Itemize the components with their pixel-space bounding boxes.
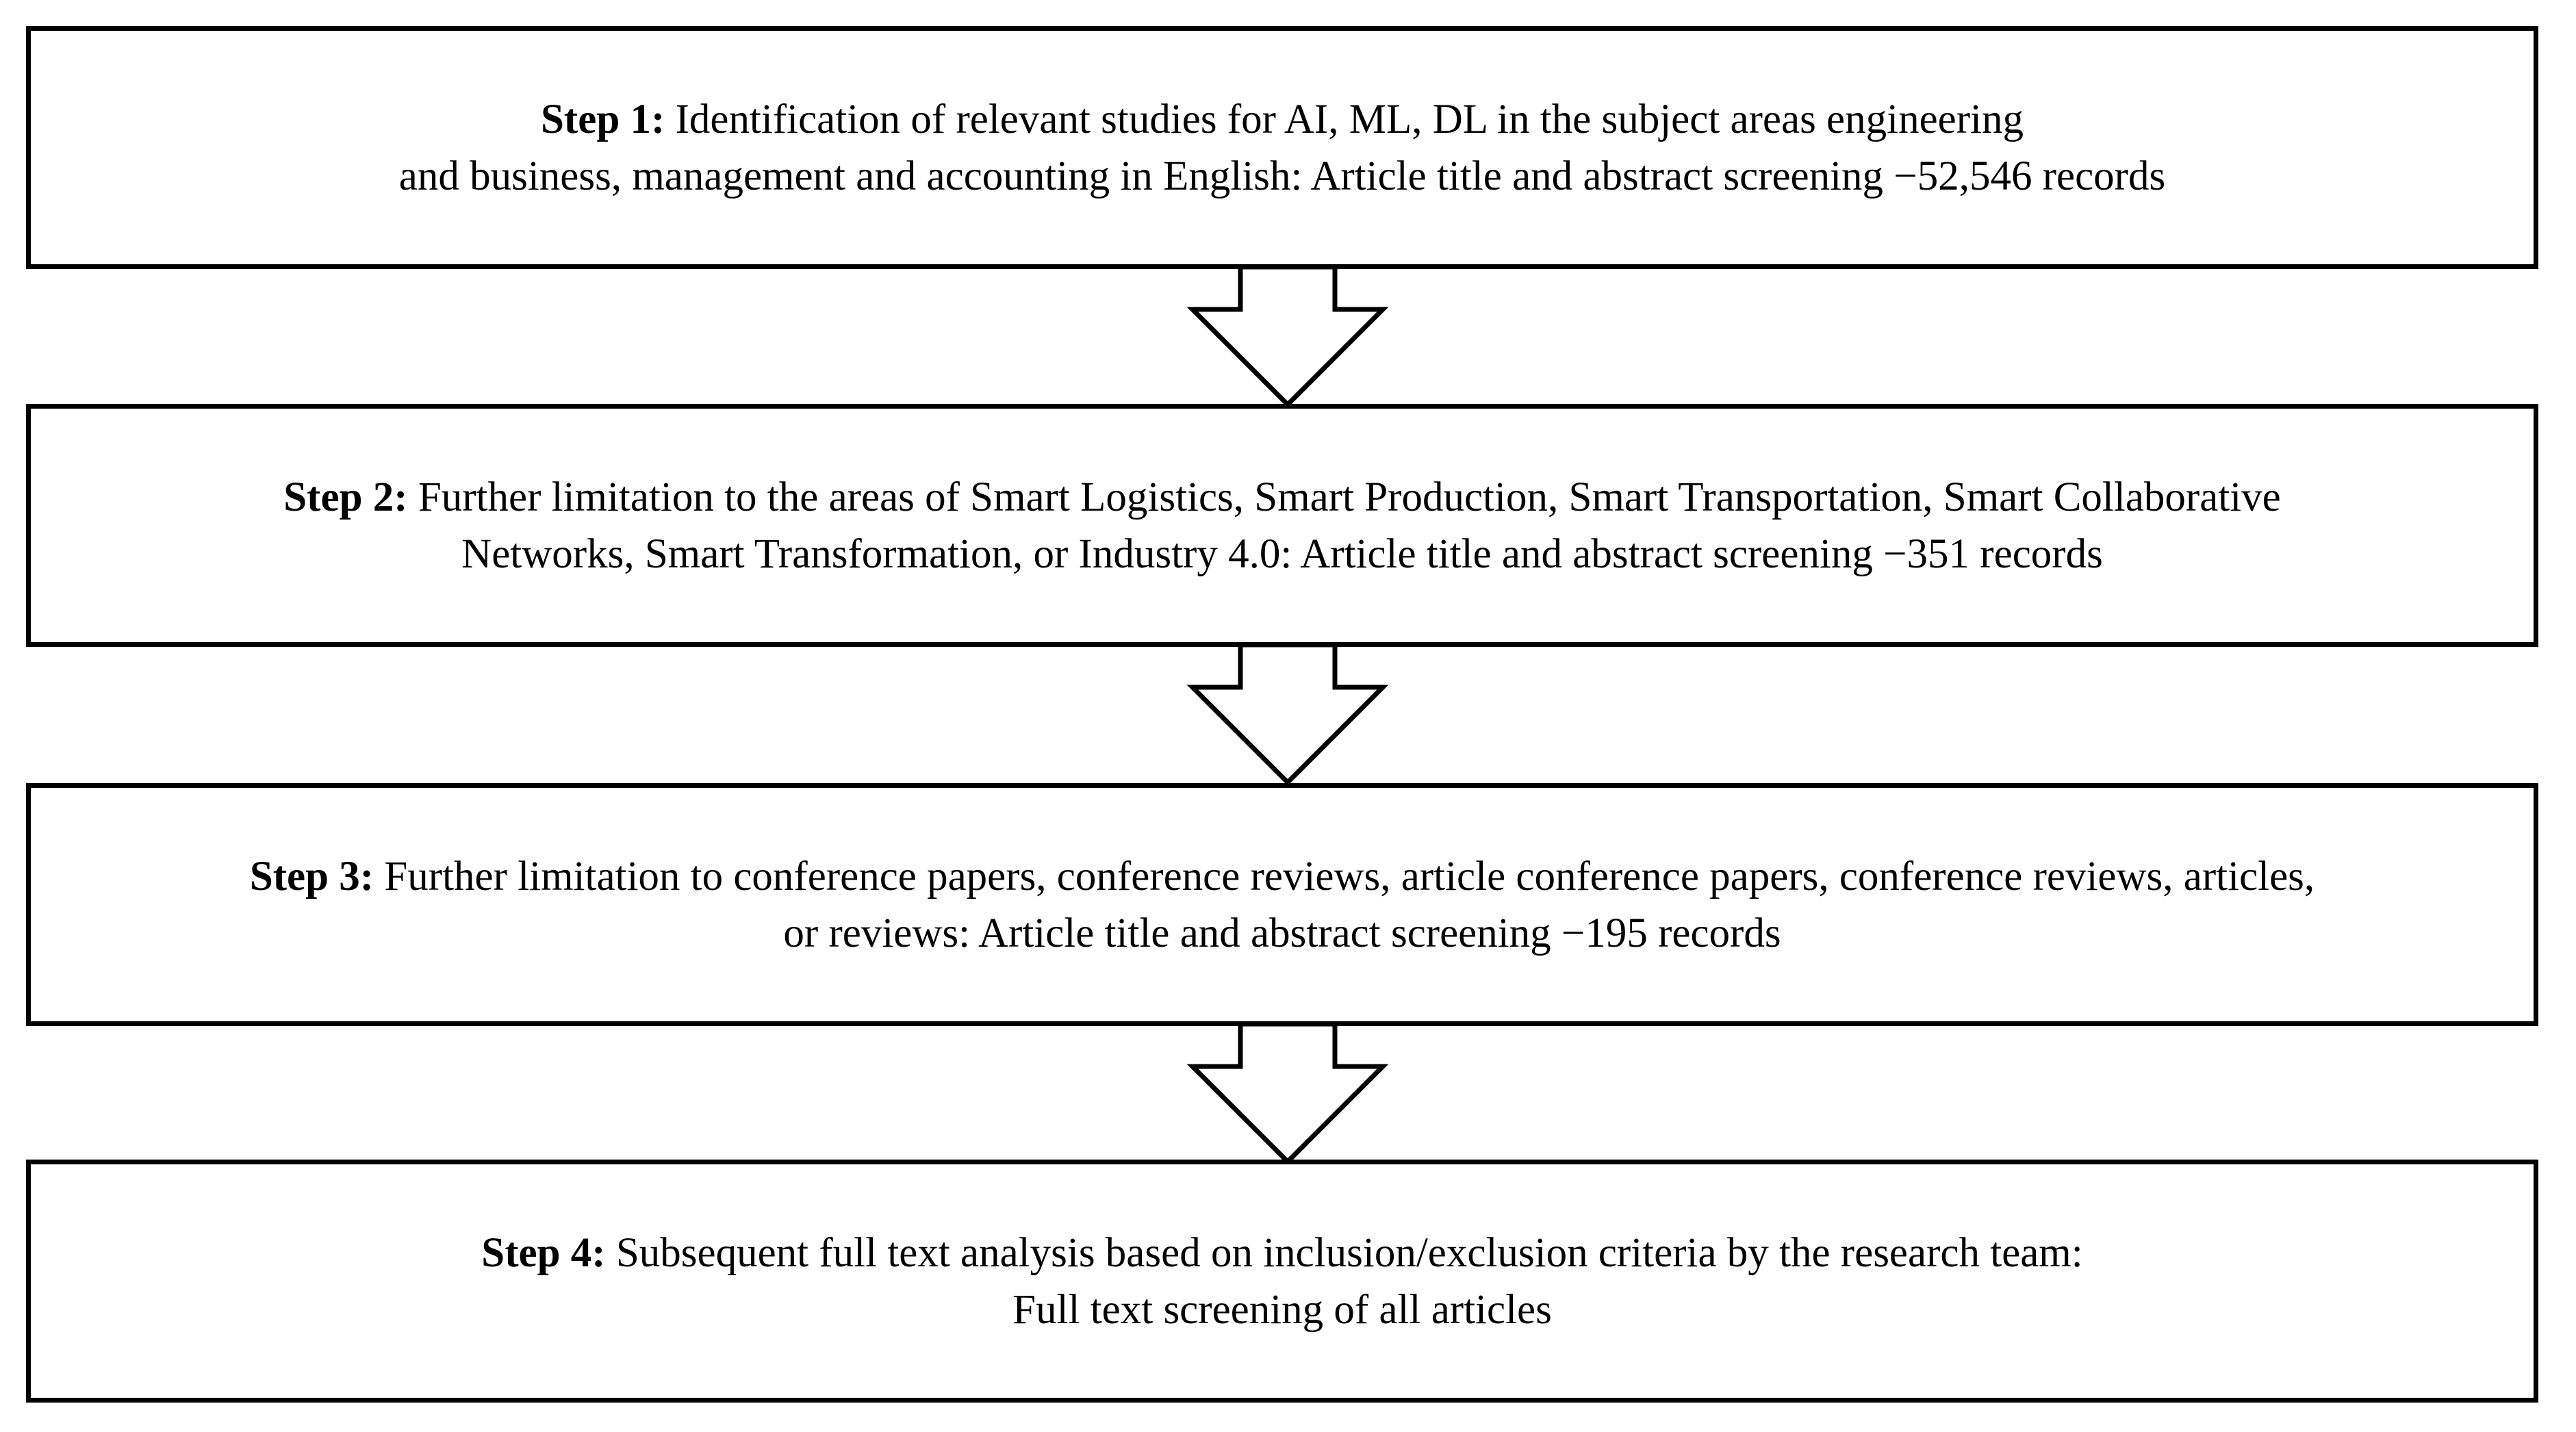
down-arrow-step1-to-step2 — [0, 267, 2576, 411]
step-3-label: Step 3: — [249, 853, 374, 899]
step-4-box — [26, 1160, 2538, 1403]
step-4-label: Step 4: — [481, 1229, 606, 1276]
down-arrow-icon — [1193, 267, 1383, 405]
step-1-description-line-1: Identification of relevant studies for AI, ML, DL in the subject areas engineering — [675, 96, 2024, 142]
step-1-description-line-2: and business, management and accounting in English: Article title and abstract screening −52,546 records — [398, 153, 2166, 199]
step-1-line-1 — [44, 91, 2520, 148]
step-4-text — [31, 1225, 2534, 1338]
step-4-description-line-2: Full text screening of all articles — [1012, 1286, 1552, 1333]
step-3-description-line-2: or reviews: Article title and abstract screening −195 records — [783, 910, 1781, 956]
step-3-line-1 — [44, 848, 2520, 905]
step-3-box — [26, 783, 2538, 1026]
step-1-text — [31, 91, 2534, 205]
step-4-description-line-1: Subsequent full text analysis based on inclusion/exclusion criteria by the research team: — [615, 1229, 2083, 1276]
step-2-description-line-1: Further limitation to the areas of Smart Logistics, Smart Production, Smart Transportation, Smart Collaborative — [418, 474, 2281, 520]
down-arrow-step2-to-step3 — [0, 645, 2576, 789]
step-3-description-line-1: Further limitation to conference papers, conference reviews, article conference papers, conference reviews, articles, — [384, 853, 2315, 899]
step-2-line-1 — [44, 469, 2520, 526]
step-1-label: Step 1: — [541, 96, 665, 142]
step-2-box — [26, 404, 2538, 647]
down-arrow-step3-to-step4 — [0, 1024, 2576, 1168]
step-4-line-1 — [44, 1225, 2520, 1281]
step-3-text — [31, 848, 2534, 962]
down-arrow-icon — [1193, 645, 1383, 782]
step-2-label: Step 2: — [283, 474, 408, 520]
step-2-description-line-2: Networks, Smart Transformation, or Industry 4.0: Article title and abstract screening −351 records — [461, 530, 2103, 577]
step-1-box — [26, 26, 2538, 269]
step-2-text — [31, 469, 2534, 583]
down-arrow-icon — [1193, 1024, 1383, 1162]
